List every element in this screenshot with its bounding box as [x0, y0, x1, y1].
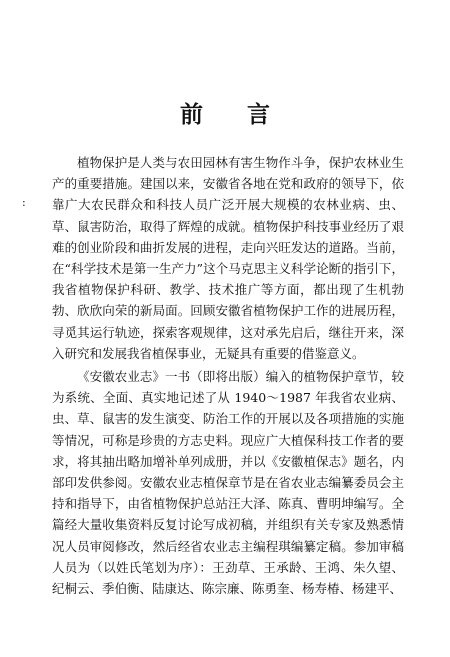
paragraph-2: 《安徽农业志》一书（即将出版）编入的植物保护章节，较为系统、全面、真实地记述了从 1940～1987 年我省农业病、虫、草、鼠害的发生演变、防治工作的开展以及各项措施的实施等情况，可称是珍贵的方志史料。现应广大植保科技工作者的要求，将其抽出略加增补单列成册，并以《安徽植保志》题名，内部印发供参阅。安徽农业志植保章节是在省农业志编纂委员会主持和指导下，由省植物保护总站汪大泽、陈真、曹明坤编写。全篇经大量收集资料反复讨论写成初稿，并组织有关专家及熟悉情况人员审阅修改，然后经省农业志主编程琪编纂定稿。参加审稿人员为（以姓氏笔划为序）：王劲草、王承龄、王鸿、朱久望、纪桐云、季伯衡、陆康达、陈宗廉、陈勇奎、杨寿椿、杨建平、	[52, 369, 404, 597]
margin-mark: :	[22, 196, 26, 209]
page-title: 前 言	[179, 102, 288, 128]
body-text	[52, 152, 404, 601]
paragraph-1: 植物保护是人类与农田园林有害生物作斗争，保护农林业生产的重要措施。建国以来，安徽省各地在党和政府的领导下，依靠广大农民群众和科技人员广泛开展大规模的农林业病、虫、草、鼠害防治，取得了辉煌的成就。植物保护科技事业经历了艰难的创业阶段和曲折发展的进程，走向兴旺发达的道路。当前，在“科学技术是第一生产力”这个马克思主义科学论断的指引下，我省植物保护科研、教学、技术推广等方面，都出现了生机勃勃、欣欣向荣的新局面。回顾安徽省植物保护工作的进展历程，寻觅其运行轨迹，探索客观规律，这对承先启后，继往开来，深入研究和发展我省植保事业，无疑具有重要的借鉴意义。	[52, 155, 404, 361]
